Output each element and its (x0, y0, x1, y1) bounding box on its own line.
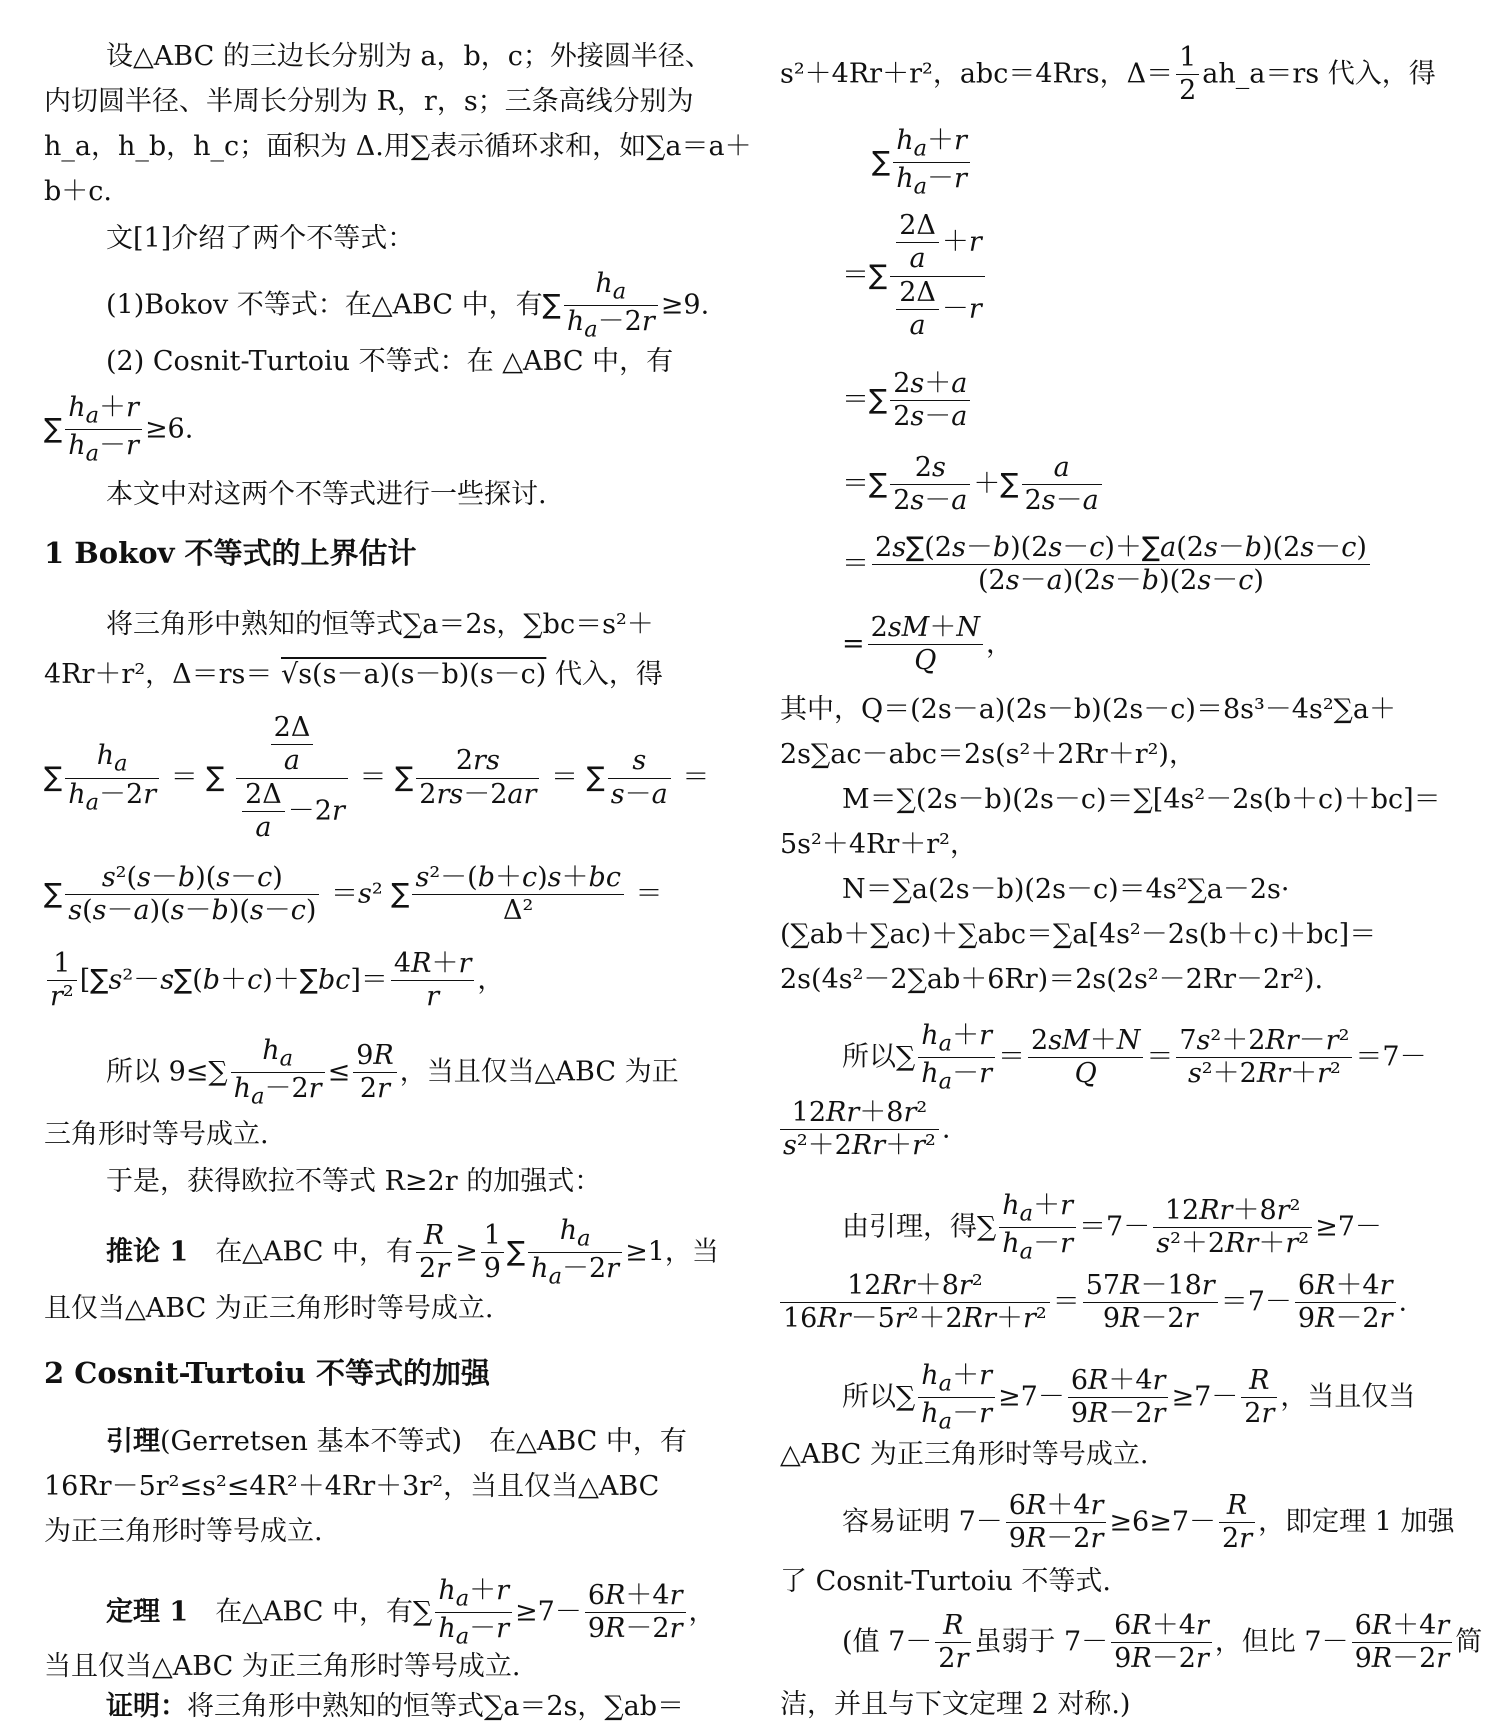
corollary-1: 推论 1 在△ABC 中，有 $\frac{R}{2r}$ ≥ $\frac{1}{9}$ ∑ $\frac{h_a}{h_a-2r}$ ≥1，当 (106, 1215, 719, 1290)
ineq1-fraction: $\frac{h_a}{h_a-2r}$ (564, 268, 658, 344)
q-line-1: 其中，Q＝(2s－a)(2s－b)(2s－c)＝8s³－4s²∑a＋ (780, 694, 1397, 725)
step-2: ＝∑ $\frac{2s+a}{2s-a}$ (842, 368, 973, 434)
ineq1-label: (1)Bokov 不等式：在△ABC 中，有 (106, 289, 543, 321)
lemma-line-2: 16Rr－5r²≤s²≤4R²＋4Rr＋3r²，当且仅当△ABC (44, 1471, 660, 1502)
lemma-use-line-2: $\frac{\text{12Rr＋8r²}}{\text{16Rr－5r²＋2Rr＋r²}}$ ＝ $\frac{57R-18r}{9R-2r}$ ＝7－ $\frac{6R+4r}{9R-2r}$ . (780, 1270, 1407, 1336)
corollary-1-line-2: 且仅当△ABC 为正三角形时等号成立. (44, 1293, 494, 1324)
so2-line: 所以∑ $\frac{h_a+r}{h_a-r}$ ≥7－ $\frac{6R+4r}{9R-2r}$ ≥7－ $\frac{R}{2r}$ ，当且仅当 (842, 1360, 1416, 1435)
s1-para-1: 将三角形中熟知的恒等式∑a＝2s，∑bc＝s²＋ (106, 609, 654, 640)
derivation-3: $\frac{1}{\text{r²}}$ [∑s²－s∑(b＋c)＋∑bc]＝ $\frac{4R+r}{r}$ ， (44, 948, 504, 1014)
s1-conclusion-2: 三角形时等号成立. (44, 1119, 269, 1150)
n-line-3: 2s(4s²－2∑ab＋6Rr)＝2s(2s²－2Rr－2r²). (780, 964, 1324, 995)
intro-line-3: h_a，h_b，h_c；面积为 Δ.用∑表示循环求和，如∑a＝a＋ (44, 131, 752, 162)
m-line-1: M＝∑(2s－b)(2s－c)＝∑[4s²－2s(b＋c)＋bc]＝ (842, 784, 1441, 815)
m-line-2: 5s²＋4Rr＋r²， (780, 829, 978, 860)
intro-line-2: 内切圆半径、半周长分别为 R，r，s；三条高线分别为 (44, 86, 694, 117)
so-line-2: $\frac{\text{12Rr＋8r²}}{\text{s²＋2Rr＋r²}}$ . (780, 1097, 950, 1163)
so2-line-2: △ABC 为正三角形时等号成立. (780, 1439, 1149, 1470)
theorem-1-line-2: 当且仅当△ABC 为正三角形时等号成立. (44, 1651, 521, 1682)
derivation-2: ∑ $\frac{\text{s²(s－b)(s－c)}}{s(s-a)(s-b)(s-c)}$ ＝s² ∑ $\frac{\text{s²－(b＋c)s＋bc}}{\text{Δ²}}$ ＝ (44, 862, 663, 927)
q-line-2: 2s∑ac－abc＝2s(s²＋2Rr＋r²)， (780, 739, 1196, 770)
step-0: ∑ $\frac{h_a+r}{h_a-r}$ (872, 125, 973, 201)
easy-line: 容易证明 7－ $\frac{6R+4r}{9R-2r}$ ≥6≥7－ $\frac{R}{2r}$ ，即定理 1 加强 (842, 1490, 1455, 1555)
step-1: ＝∑ $\frac{2\Delta}{a}$ ＋r $\frac{2\Delta}{a}$ －r (842, 210, 988, 343)
note-line-2: 洁，并且与下文定理 2 对称.) (780, 1689, 1131, 1720)
n-line-1: N＝∑a(2s－b)(2s－c)＝4s²∑a－2s· (842, 874, 1290, 905)
n-line-2: (∑ab＋∑ac)＋∑abc＝∑a[4s²－2s(b＋c)＋bc]＝ (780, 919, 1377, 950)
r-line-1: s²＋4Rr＋r²，abc＝4Rrs，Δ＝ $\frac{1}{2}$ ah_a＝rs 代入，得 (780, 42, 1436, 107)
section2-title: 2 Cosnit-Turtoiu 不等式的加强 (44, 1356, 490, 1390)
note-line: (值 7－ $\frac{R}{2r}$ 虽弱于 7－ $\frac{6R+4r}{9R-2r}$ ，但比 7－ $\frac{6R+4r}{9R-2r}$ 简 (842, 1610, 1483, 1675)
so-line: 所以∑ $\frac{h_a+r}{h_a-r}$ ＝ $\frac{2sM+N}{Q}$ ＝ $\frac{\text{7s²＋2Rr－r²}}{\text{s²＋2Rr＋r²}}$ ＝7－ (842, 1020, 1427, 1095)
right-column (780, 0, 1483, 1727)
euler-line: 于是，获得欧拉不等式 R≥2r 的加强式： (106, 1166, 602, 1197)
lemma-use-line: 由引理，得∑ $\frac{h_a+r}{h_a-r}$ ＝7－ $\frac{\text{12Rr＋8r²}}{\text{s²＋2Rr＋r²}}$ ≥7－ (842, 1190, 1382, 1265)
section1-title: 1 Bokov 不等式的上界估计 (44, 536, 417, 570)
intro-line-4: b＋c. (44, 176, 112, 207)
ineq1-tail: ≥9. (660, 289, 710, 321)
intro-line-1: 设△ABC 的三边长分别为 a，b，c；外接圆半径、 (106, 41, 712, 72)
step-5: = $\frac{2sM+N}{Q}$ ， (842, 612, 1013, 677)
step-4: ＝ $\frac{2s\sum(2s-b)(2s-c)+\sum a(2s-b)(2s-c)}{(2s-a)(2s-b)(2s-c)}$ (842, 532, 1373, 598)
s1-conclusion: 所以 9≤∑ $\frac{h_a}{h_a-2r}$ ≤ $\frac{9R}{2r}$ ，当且仅当△ABC 为正 (106, 1035, 679, 1110)
ineq2-formula: ∑ $\frac{h_a+r}{h_a-r}$ ≥6. (44, 392, 194, 467)
s1-para-2: 4Rr＋r²，Δ＝rs＝ √s(s－a)(s－b)(s－c) 代入，得 (44, 659, 663, 690)
step-3: ＝∑ $\frac{2s}{2s-a}$ ＋∑ $\frac{a}{2s-a}$ (842, 452, 1105, 518)
proof-line: 证明：将三角形中熟知的恒等式∑a＝2s，∑ab＝ (106, 1691, 685, 1722)
easy-line-2: 了 Cosnit-Turtoiu 不等式. (780, 1566, 1111, 1597)
discuss-line: 本文中对这两个不等式进行一些探讨. (106, 479, 547, 510)
left-column (44, 0, 752, 1727)
ineq2-line: (2) Cosnit-Turtoiu 不等式：在 △ABC 中，有 (106, 346, 674, 377)
ineq1-line: (1)Bokov 不等式：在△ABC 中，有∑ $\frac{h_a}{h_a-2r}$ ≥9. (106, 268, 710, 343)
lemma-line-1: 引理(Gerretsen 基本不等式) 在△ABC 中，有 (106, 1426, 687, 1457)
theorem-1: 定理 1 在△ABC 中，有∑ $\frac{h_a+r}{h_a-r}$ ≥7－ $\frac{6R+4r}{9R-2r}$ ， (106, 1575, 716, 1650)
lemma-line-3: 为正三角形时等号成立. (44, 1516, 323, 1547)
derivation-1: ∑ $\frac{h_a}{h_a-2r}$ ＝ ∑ $\frac{2\Delta}{a}$ $\frac{2\Delta}{a}$ －2r ＝ ∑ $\frac{2rs}{2rs-2ar}$ ＝ ∑ $\frac{s}{s-a}$ ＝ (44, 712, 710, 844)
ref-intro: 文[1]介绍了两个不等式： (106, 223, 415, 254)
